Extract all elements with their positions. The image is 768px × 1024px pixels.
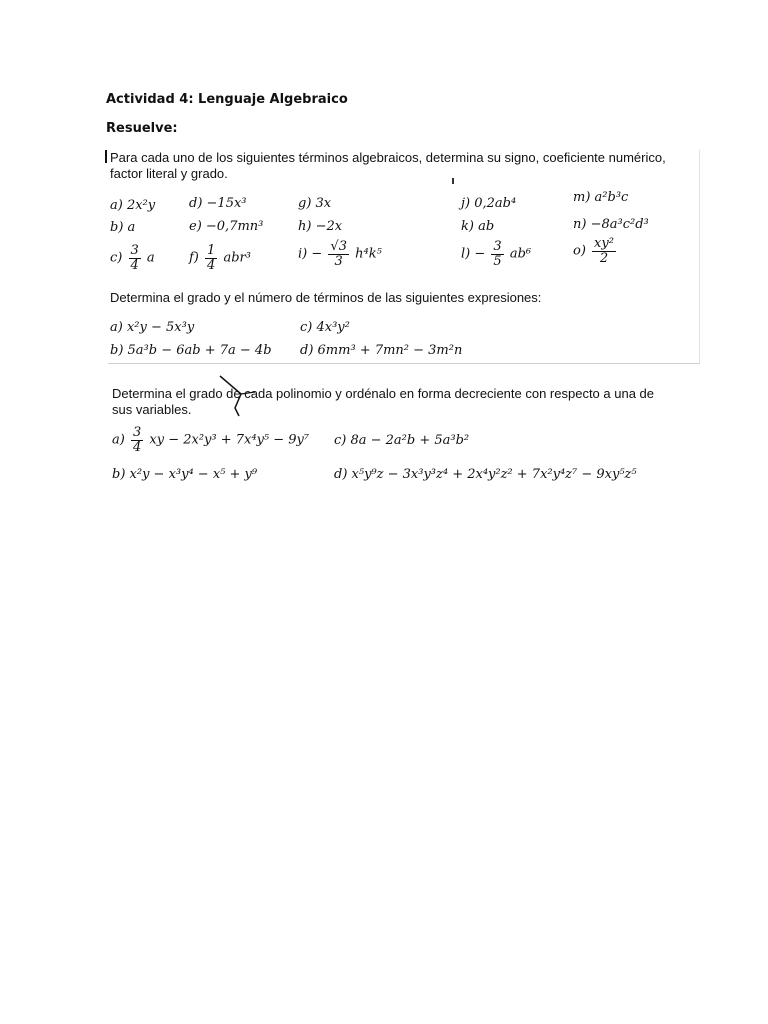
term-l-label: l) −: [461, 246, 486, 262]
section1-instruction-line2: factor literal y grado.: [110, 166, 228, 181]
poly-a-den: 4: [132, 439, 142, 455]
poly-a-label: a): [112, 432, 125, 448]
term-b: b) a: [110, 220, 136, 235]
term-i-fraction: [328, 240, 349, 268]
section3-instruction-line2: sus variables.: [112, 402, 192, 417]
term-c-label: c): [110, 250, 123, 266]
term-k: k) ab: [461, 219, 495, 234]
section3-instruction-line1: Determina el grado de cada polinomio y ordénalo en forma decreciente con respecto a una de: [112, 386, 655, 401]
term-o-den: 2: [599, 250, 609, 266]
term-i: [298, 240, 382, 268]
term-n: n) −8a³c²d³: [573, 217, 649, 232]
section1-instruction-line1: Para cada uno de los siguientes términos algebraicos, determina su signo, coeficiente numérico,: [110, 150, 666, 165]
term-f-var: abr³: [223, 250, 251, 266]
term-l: [461, 240, 531, 268]
scan-left-mark: [105, 150, 107, 163]
term-c: [110, 244, 155, 272]
term-c-num: 3: [130, 243, 139, 258]
term-e: e) −0,7mn³: [189, 219, 264, 234]
scan-bottom-border: [108, 363, 700, 364]
expr-c: c) 4x³y²: [300, 320, 350, 335]
term-i-label: i) −: [298, 246, 323, 262]
term-j: j) 0,2ab⁴: [461, 196, 517, 211]
term-i-var: h⁴k⁵: [355, 246, 382, 262]
term-h: h) −2x: [298, 219, 343, 234]
section2-instruction: Determina el grado y el número de términos de las siguientes expresiones:: [110, 290, 542, 305]
pen-stroke-mark: [215, 372, 260, 418]
term-i-den: 3: [334, 253, 343, 269]
speck-mark: [452, 178, 454, 184]
term-i-num: √3: [330, 239, 347, 254]
term-o-label: o): [573, 243, 586, 259]
term-l-fraction: [491, 240, 503, 268]
page-title: Actividad 4: Lenguaje Algebraico: [106, 92, 348, 107]
term-c-var: a: [146, 250, 155, 266]
poly-a-num: 3: [132, 425, 142, 440]
term-a: a) 2x²y: [110, 198, 156, 213]
term-c-den: 4: [130, 257, 139, 273]
poly-c: c) 8a − 2a²b + 5a³b²: [334, 433, 470, 448]
expr-a: a) x²y − 5x³y: [110, 320, 195, 335]
term-f-num: 1: [207, 243, 216, 258]
expr-b: b) 5a³b − 6ab + 7a − 4b: [110, 343, 272, 358]
term-g: g) 3x: [298, 196, 332, 211]
scan-right-border: [699, 150, 700, 363]
term-f-den: 4: [207, 257, 216, 273]
poly-d: d) x⁵y⁹z − 3x³y³z⁴ + 2x⁴y²z² + 7x²y⁴z⁷ − 9xy⁵z⁵: [334, 467, 637, 482]
term-o-num: xy²: [594, 236, 614, 251]
term-l-num: 3: [493, 239, 502, 254]
term-d: d) −15x³: [189, 196, 247, 211]
term-o: [573, 237, 618, 265]
term-l-var: ab⁶: [509, 246, 532, 262]
expr-d: d) 6mm³ + 7mn² − 3m²n: [300, 343, 463, 358]
poly-a-fraction: [131, 426, 143, 454]
poly-b: b) x²y − x³y⁴ − x⁵ + y⁹: [112, 467, 258, 482]
term-c-fraction: [129, 244, 141, 272]
term-o-fraction: [592, 237, 616, 265]
term-f-fraction: [205, 244, 217, 272]
term-l-den: 5: [493, 253, 502, 269]
term-f: [189, 244, 251, 272]
poly-a: [112, 426, 309, 454]
page-subtitle: Resuelve:: [106, 121, 178, 136]
term-f-label: f): [189, 250, 199, 266]
poly-a-rest: xy − 2x²y³ + 7x⁴y⁵ − 9y⁷: [149, 432, 310, 448]
term-m: m) a²b³c: [573, 190, 629, 205]
